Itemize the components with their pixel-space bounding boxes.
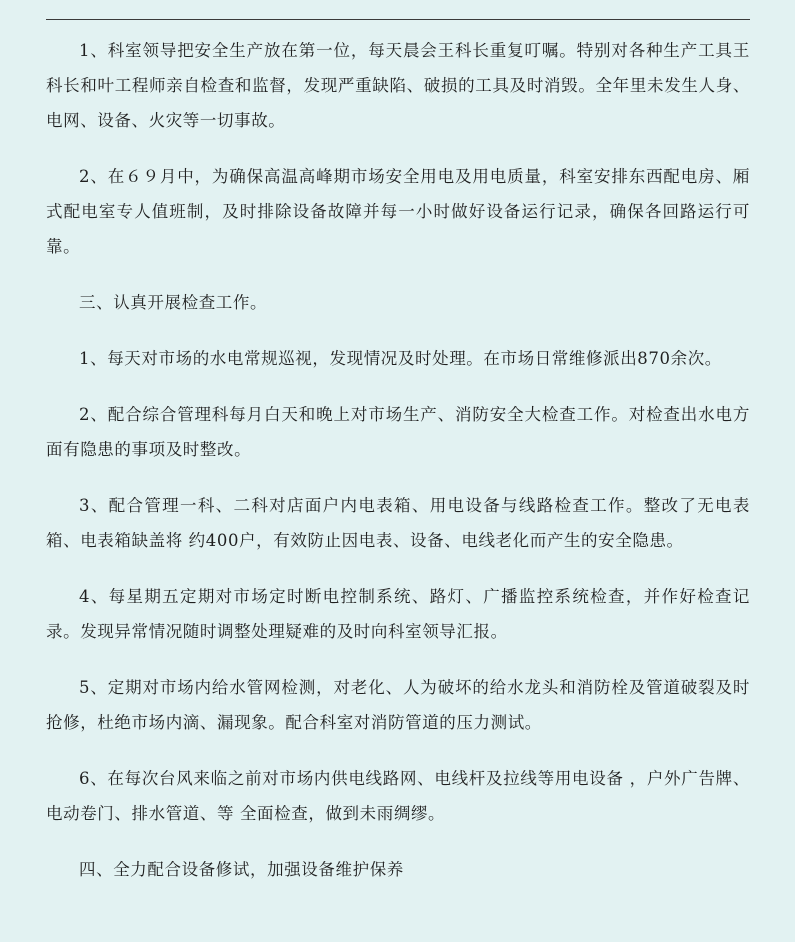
document-body	[46, 33, 750, 908]
paragraph-water-network: 5、定期对市场内给水管网检测，对老化、人为破坏的给水龙头和消防栓及管道破裂及时抢修，杜绝市场内滴、漏现象。配合科室对消防管道的压力测试。	[46, 678, 750, 732]
section-heading-inspection: 三、认真开展检查工作。	[79, 293, 268, 312]
paragraph-meter-box-check: 3、配合管理一科、二科对店面户内电表箱、用电设备与线路检查工作。整改了无电表箱、电表箱缺盖将 约400户，有效防止因电表、设备、电线老化而产生的安全隐患。	[46, 496, 750, 550]
paragraph-friday-check: 4、每星期五定期对市场定时断电控制系统、路灯、广播监控系统检查，并作好检查记录。发现异常情况随时调整处理疑难的及时向科室领导汇报。	[46, 587, 750, 641]
section-heading-maintenance: 四、全力配合设备修试，加强设备维护保养	[79, 860, 404, 879]
paragraph-safety-first: 1、科室领导把安全生产放在第一位，每天晨会王科长重复叮嘱。特别对各种生产工具王科长和叶工程师亲自检查和监督，发现严重缺陷、破损的工具及时消毁。全年里未发生人身、电网、设备、火灾等一切事故。	[46, 41, 750, 130]
paragraph-daily-patrol: 1、每天对市场的水电常规巡视，发现情况及时处理。在市场日常维修派出870余次。	[79, 349, 722, 368]
paragraph-monthly-check: 2、配合综合管理科每月白天和晚上对市场生产、消防安全大检查工作。对检查出水电方面有隐患的事项及时整改。	[46, 405, 750, 459]
paragraph-peak-power: 2、在６９月中，为确保高温高峰期市场安全用电及用电质量，科室安排东西配电房、厢式配电室专人值班制，及时排除设备故障并每一小时做好设备运行记录，确保各回路运行可靠。	[46, 167, 750, 256]
paragraph-typhoon-prep: 6、在每次台风来临之前对市场内供电线路网、电线杆及拉线等用电设备 ，户外广告牌、电动卷门、排水管道、等 全面检查，做到未雨绸缪。	[46, 769, 750, 823]
header-rule	[46, 19, 750, 20]
